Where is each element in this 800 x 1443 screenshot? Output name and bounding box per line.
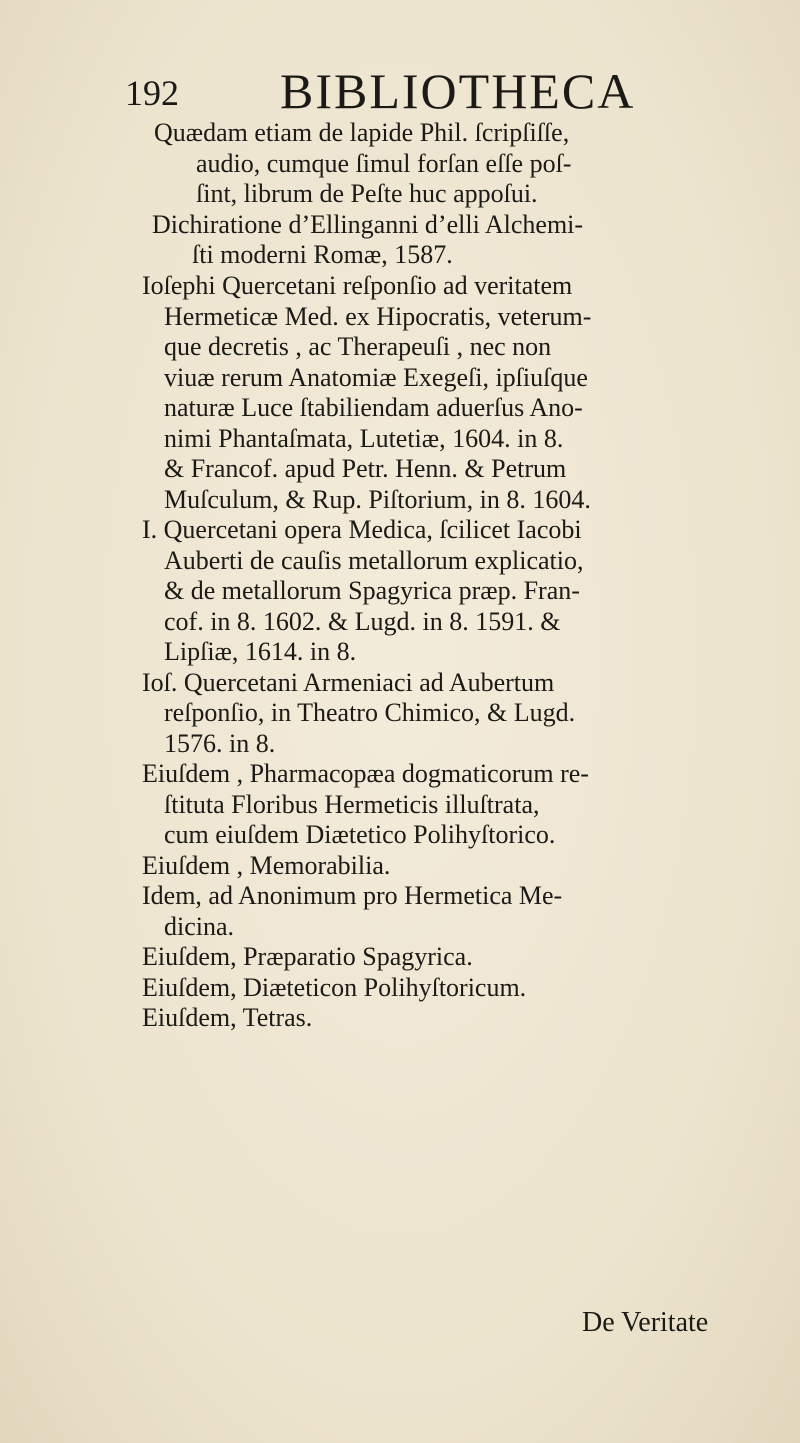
page-header — [125, 62, 685, 122]
entry-4 — [142, 515, 782, 668]
entry-9 — [142, 942, 782, 973]
entry-line: reſponſio, in Theatro Chimico, & Lugd. — [164, 698, 576, 727]
entry-8 — [142, 881, 782, 942]
entry-3 — [142, 271, 782, 515]
entry-1 — [154, 118, 770, 210]
entry-line: Auberti de cauſis metallorum explicatio, — [164, 545, 584, 575]
entry-line: I. Quercetani opera Medica, ſcilicet Iacobi — [142, 515, 582, 544]
entry-line: Hermeticæ Med. ex Hipocratis, veterum- — [164, 301, 592, 331]
catchword: De Veritate — [582, 1307, 709, 1338]
entry-line: Quædam etiam de lapide Phil. ſcripſiſſe, — [154, 118, 570, 147]
entry-line: Eiuſdem , Memorabilia. — [142, 850, 391, 880]
entry-line: Ioſephi Quercetani reſponſio ad veritatem — [142, 271, 573, 300]
entries-block — [142, 271, 782, 1034]
entry-line: Eiuſdem, Tetras. — [142, 1003, 313, 1032]
entry-line: cum eiuſdem Diætetico Polihyſtorico. — [164, 820, 556, 849]
entry-line: 1576. in 8. — [164, 728, 276, 758]
entry-7 — [142, 851, 782, 882]
page-body — [142, 118, 770, 1032]
entry-line: audio, cumque ſimul forſan eſſe poſ- — [196, 148, 572, 178]
entry-line: ſtituta Floribus Hermeticis illuſtrata, — [164, 789, 540, 819]
entry-line: dicina. — [164, 911, 235, 941]
entry-10 — [142, 973, 782, 1004]
entry-line: Eiuſdem, Præparatio Spagyrica. — [142, 942, 473, 971]
entry-line: Muſculum, & Rup. Piſtorium, in 8. 1604. — [164, 484, 591, 514]
entry-line: naturæ Luce ſtabiliendam aduerſus Ano- — [164, 393, 583, 422]
entry-line: & Francof. apud Petr. Henn. & Petrum — [164, 454, 567, 483]
entry-11 — [142, 1003, 782, 1034]
entry-line: Eiuſdem , Pharmacopæa dogmaticorum re- — [142, 759, 589, 788]
entry-line: Eiuſdem, Diæteticon Polihyſtoricum. — [142, 972, 527, 1002]
entry-line: Idem, ad Anonimum pro Hermetica Me- — [142, 881, 563, 910]
entry-line: ſti moderni Romæ, 1587. — [192, 240, 453, 269]
entry-line: Dichiratione d’Ellinganni d’elli Alchemi- — [152, 209, 584, 239]
entry-line: & de metallorum Spagyrica præp. Fran- — [164, 576, 580, 605]
entry-2 — [152, 210, 770, 271]
entry-line: Ioſ. Quercetani Armeniaci ad Aubertum — [142, 667, 555, 697]
entry-line: viuæ rerum Anatomiæ Exegeſi, ipſiuſque — [164, 362, 588, 392]
entry-line: que decretis , ac Therapeuſi , nec non — [164, 332, 552, 361]
entry-6 — [142, 759, 782, 851]
entry-line: ſint, librum de Peſte huc appoſui. — [196, 179, 538, 208]
page-number: 192 — [125, 73, 179, 113]
entry-line: cof. in 8. 1602. & Lugd. in 8. 1591. & — [164, 606, 561, 636]
entry-line: Lipſiæ, 1614. in 8. — [164, 637, 357, 666]
entry-5 — [142, 668, 782, 760]
entry-line: nimi Phantaſmata, Lutetiæ, 1604. in 8. — [164, 423, 564, 453]
running-title: BIBLIOTHECA — [280, 63, 636, 119]
